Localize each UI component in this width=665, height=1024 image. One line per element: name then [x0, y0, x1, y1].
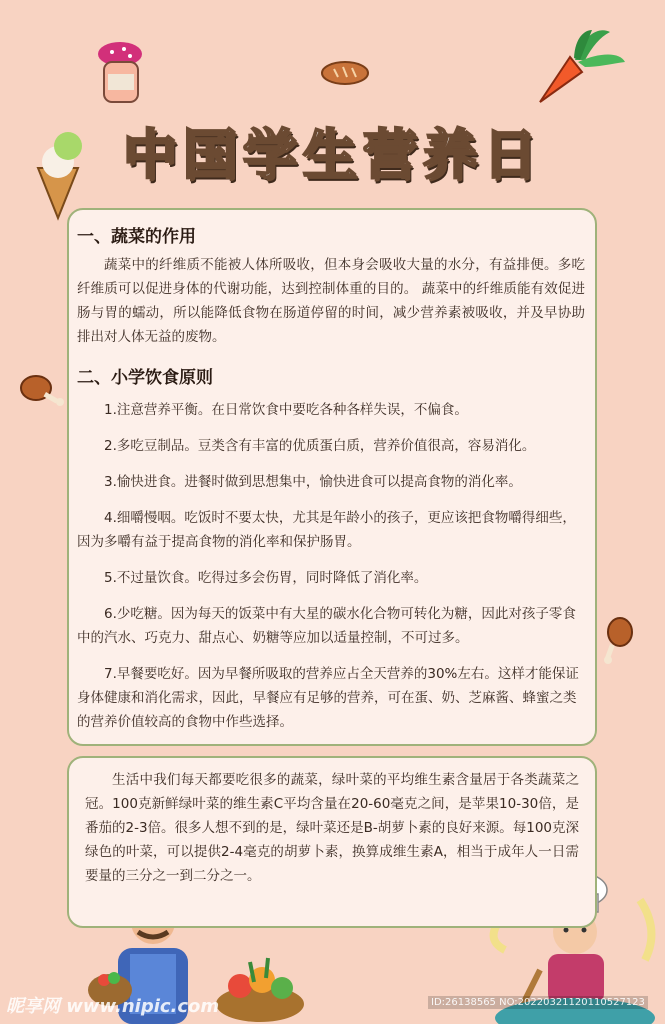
list-item: 7.早餐要吃好。因为早餐所吸取的营养应占全天营养的30%左右。这样才能保证身体健康和消化需求，因此，早餐应有足够的营养，可在蛋、奶、芝麻酱、蜂蜜之类的营养价值较高的食物中作些选择。	[77, 666, 579, 730]
list-item: 6.少吃糖。因为每天的饭菜中有大星的碳水化合物可转化为糖，因此对孩子零食中的汽水、巧克力、甜点心、奶糖等应加以适量控制，不可过多。	[77, 606, 576, 646]
chicken-leg-icon	[18, 372, 68, 412]
watermark-site: 昵享网 www.nipic.com	[6, 996, 220, 1017]
info-box-panel	[67, 756, 597, 928]
section-heading-vegetables: 一、蔬菜的作用	[77, 227, 196, 247]
chicken-leg-icon	[600, 616, 640, 666]
section-heading-diet-principles: 二、小学饮食原则	[77, 368, 213, 388]
list-item: 4.细嚼慢咽。吃饭时不要太快，尤其是年龄小的孩子，更应该把食物嚼得细些，因为多嚼有益于提高食物的消化率和保护肠胃。	[77, 510, 576, 550]
vegetable-basket-icon	[210, 952, 310, 1024]
jam-jar-icon	[92, 40, 152, 110]
page-title: 中国学生营养日	[122, 123, 543, 186]
list-item: 3.愉快进食。进餐时做到思想集中，愉快进食可以提高食物的消化率。	[104, 474, 522, 490]
list-item: 2.多吃豆制品。豆类含有丰富的优质蛋白质，营养价值很高，容易消化。	[104, 438, 536, 454]
carrot-icon	[530, 22, 630, 112]
info-box-body: 生活中我们每天都要吃很多的蔬菜，绿叶菜的平均维生素含量居于各类蔬菜之冠。100克新鲜绿叶菜的维生素C平均含量在20-60毫克之间，是苹果10-30倍，是番茄的2-3倍。很多人想不到的是，绿叶菜还是Β-胡萝卜素的良好来源。每100克深绿色的叶菜，可以提供2-4毫克的胡萝卜素，换算成维生素A，相当于成年人一日需要量的三分之一到二分之一。	[85, 772, 579, 884]
list-item: 1.注意营养平衡。在日常饮食中要吃各种各样失误，不偏食。	[104, 402, 468, 418]
bread-icon	[320, 58, 370, 88]
watermark-id: ID:26138565 NO:20220321120110527123	[428, 996, 648, 1009]
section-body-vegetables: 蔬菜中的纤维质不能被人体所吸收，但本身会吸收大量的水分，有益排便。多吃纤维质可以促进身体的代谢功能，达到控制体重的目的。 蔬菜中的纤维质能有效促进肠与胃的蠕动，所以能降低食物在肠道停留的时间，减少营养素被吸收，并及早协助排出对人体无益的废物。	[77, 257, 585, 345]
list-item: 5.不过量饮食。吃得过多会伤胃，同时降低了消化率。	[104, 570, 428, 586]
main-content-panel	[67, 208, 597, 746]
